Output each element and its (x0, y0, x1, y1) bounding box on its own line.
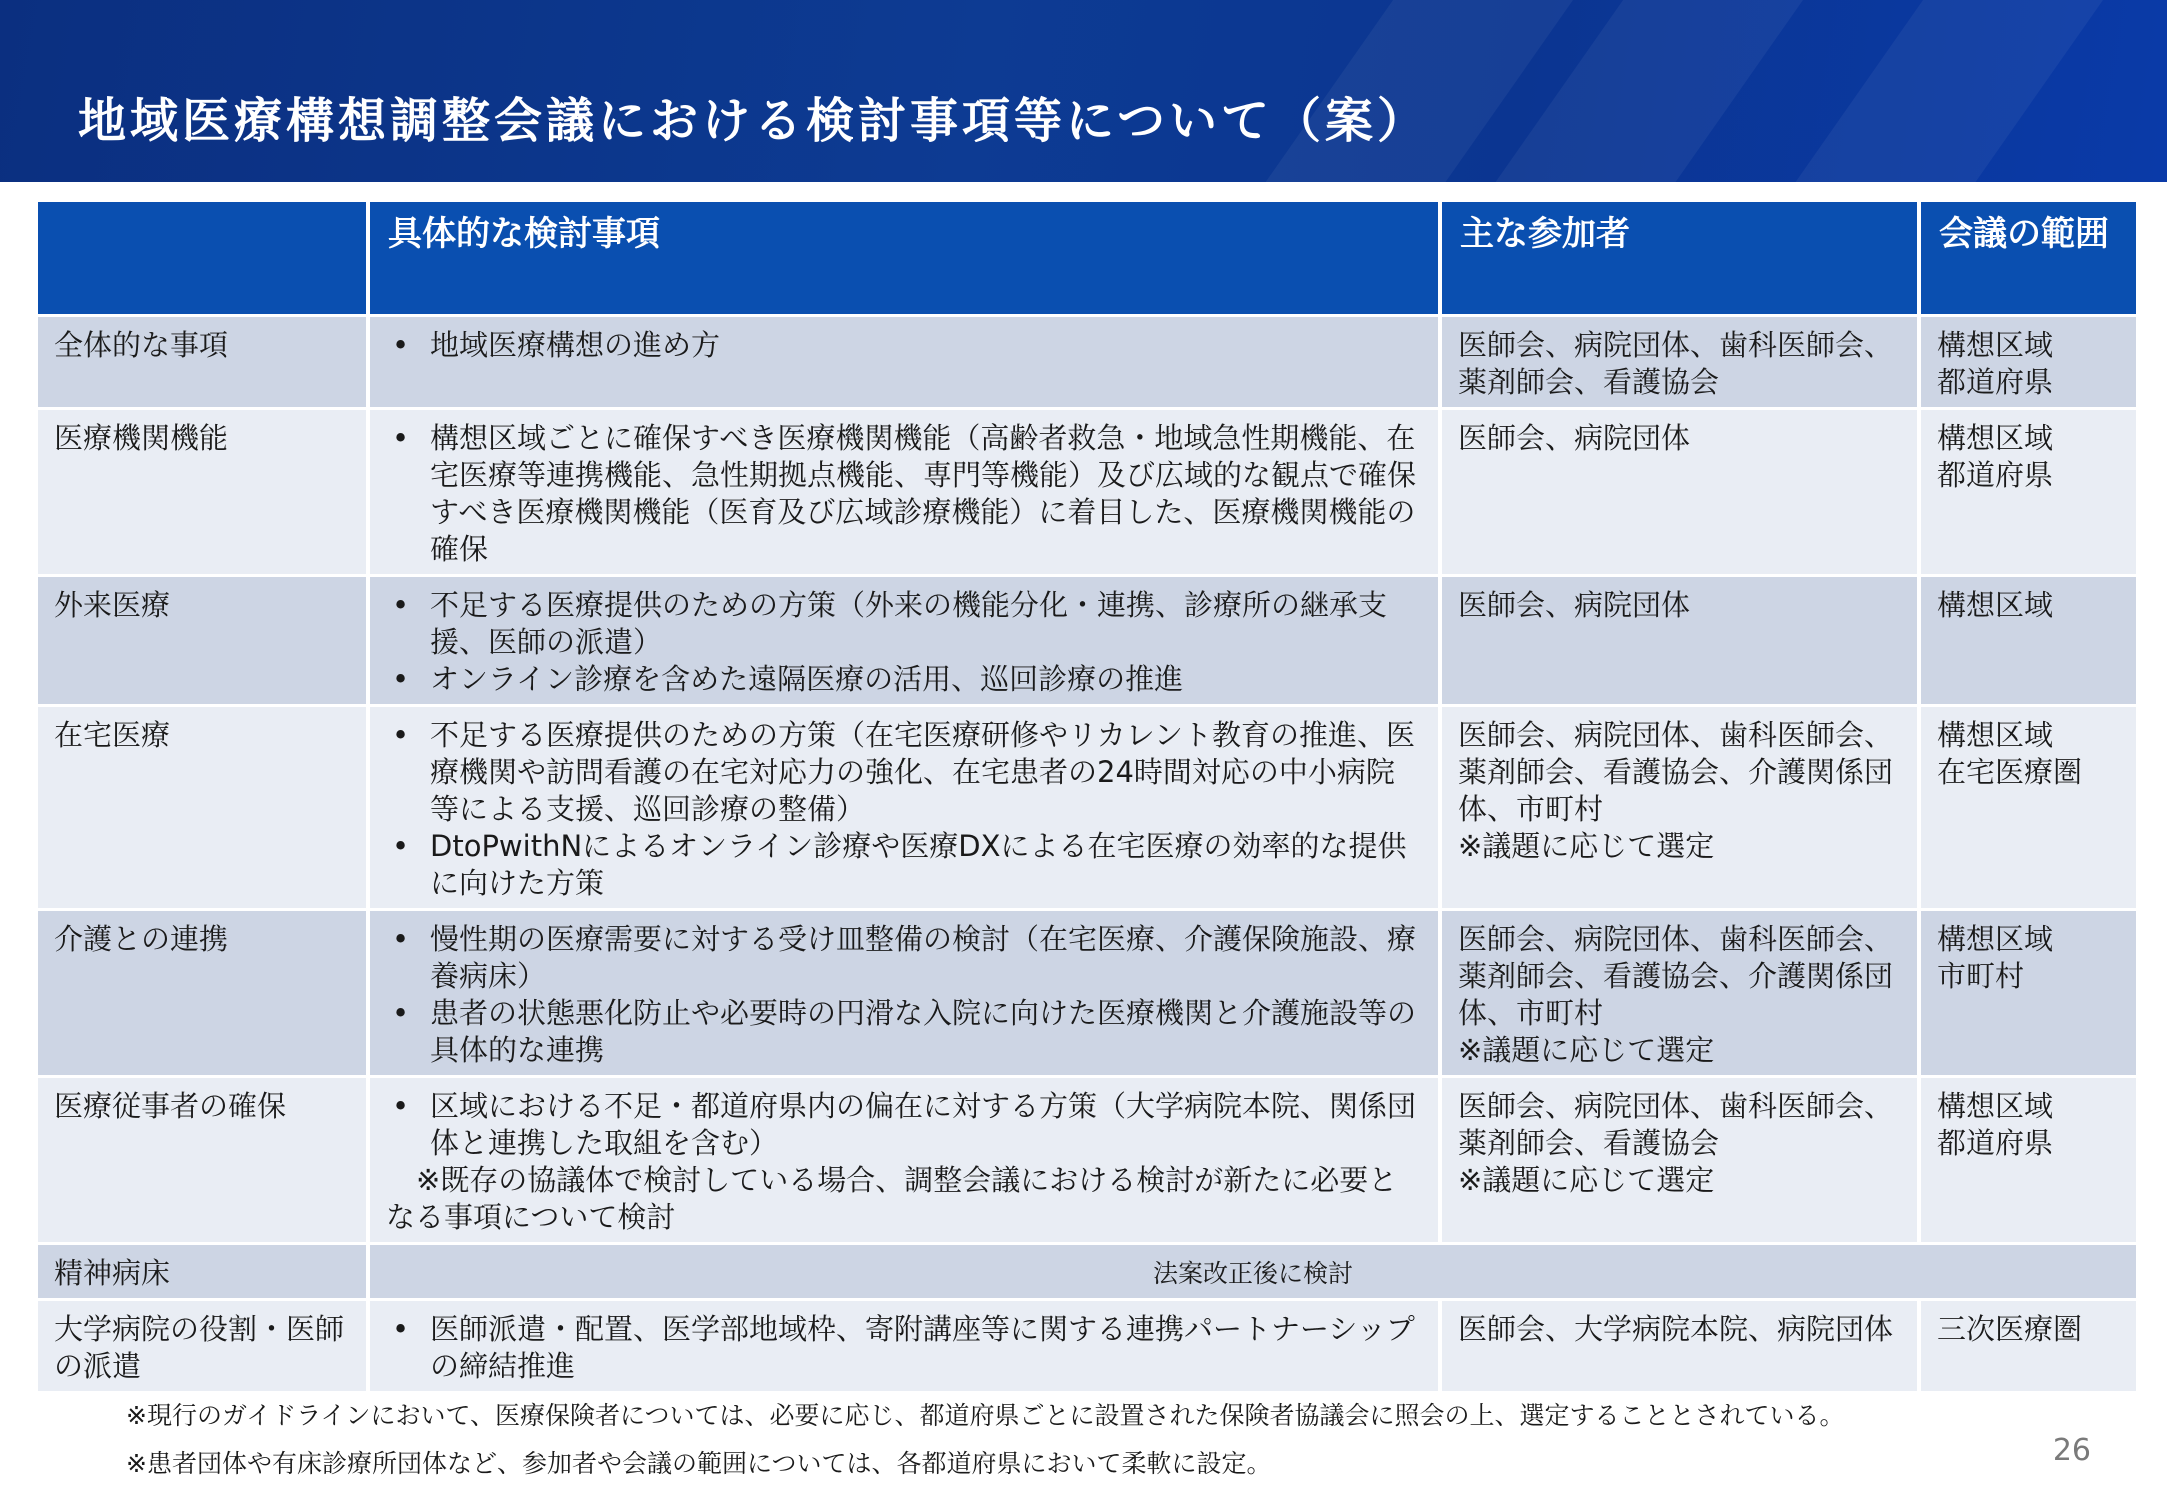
scope-line: 構想区域 (1937, 718, 2054, 752)
list-item: • オンライン診療を含めた遠隔医療の活用、巡回診療の推進 (386, 661, 1422, 698)
row-category: 全体的な事項 (38, 317, 366, 407)
row-participants (1442, 410, 1917, 574)
participants-line: 医師会、病院団体 (1458, 588, 1691, 622)
participants-line: 医師会、病院団体、歯科医師会、 (1458, 718, 1894, 752)
participants-line: 医師会、病院団体、歯科医師会、 (1458, 1089, 1894, 1123)
row-participants (1442, 1301, 1917, 1391)
scope-line: 市町村 (1937, 959, 2025, 993)
scope-line: 三次医療圏 (1937, 1312, 2083, 1346)
participants-line: ※議題に応じて選定 (1458, 1033, 1715, 1067)
table-row (38, 911, 2136, 1075)
row-category: 大学病院の役割・医師の派遣 (38, 1301, 366, 1391)
row-scope (1921, 317, 2136, 407)
header-category (38, 202, 366, 314)
merged-note: 法案改正後に検討 (370, 1245, 2136, 1298)
row-items (370, 410, 1438, 574)
row-note: ※既存の協議体で検討している場合、調整会議における検討が新たに必要となる事項について検討 (386, 1163, 1398, 1234)
list-item: • 構想区域ごとに確保すべき医療機関機能（高齢者救急・地域急性期機能、在宅医療等連携機能、急性期拠点機能、専門等機能）及び広域的な観点で確保すべき医療機関機能（医育及び広域診療機能）に着目した、医療機関機能の確保 (386, 420, 1422, 568)
agenda-table (34, 199, 2140, 1394)
row-participants (1442, 577, 1917, 704)
banner-stripe (1769, 0, 2131, 182)
list-item: • 患者の状態悪化防止や必要時の円滑な入院に向けた医療機関と介護施設等の具体的な連携 (386, 995, 1422, 1069)
list-item: • 不足する医療提供のための方策（在宅医療研修やリカレント教育の推進、医療機関や訪問看護の在宅対応力の強化、在宅患者の24時間対応の中小病院等による支援、巡回診療の整備） (386, 717, 1422, 828)
scope-line: 構想区域 (1937, 421, 2054, 455)
list-item: • DtoPwithNによるオンライン診療や医療DXによる在宅医療の効率的な提供に向けた方策 (386, 828, 1422, 902)
table-header-row (38, 202, 2136, 314)
row-scope (1921, 1301, 2136, 1391)
row-category: 在宅医療 (38, 707, 366, 908)
row-items (370, 1078, 1438, 1242)
table-row (38, 707, 2136, 908)
scope-line: 構想区域 (1937, 1089, 2054, 1123)
scope-line: 都道府県 (1937, 1126, 2054, 1160)
participants-line: 薬剤師会、看護協会 (1458, 1126, 1720, 1160)
participants-line: 医師会、大学病院本院、病院団体 (1458, 1312, 1894, 1346)
title-banner (0, 0, 2167, 182)
list-item: • 区域における不足・都道府県内の偏在に対する方策（大学病院本院、関係団体と連携した取組を含む） (386, 1088, 1422, 1162)
participants-line: 体、市町村 (1458, 792, 1604, 826)
row-category: 介護との連携 (38, 911, 366, 1075)
participants-line: 薬剤師会、看護協会、介護関係団 (1458, 959, 1894, 993)
row-items (370, 911, 1438, 1075)
participants-line: 医師会、病院団体、歯科医師会、 (1458, 922, 1894, 956)
row-scope (1921, 707, 2136, 908)
list-item: • 慢性期の医療需要に対する受け皿整備の検討（在宅医療、介護保険施設、療養病床） (386, 921, 1422, 995)
scope-line: 都道府県 (1937, 365, 2054, 399)
participants-line: ※議題に応じて選定 (1458, 829, 1715, 863)
row-items (370, 577, 1438, 704)
participants-line: 薬剤師会、看護協会 (1458, 365, 1720, 399)
header-participants: 主な参加者 (1442, 202, 1917, 314)
row-scope (1921, 577, 2136, 704)
participants-line: 医師会、病院団体 (1458, 421, 1691, 455)
table-row (38, 1245, 2136, 1298)
list-item: • 地域医療構想の進め方 (386, 327, 1422, 364)
row-scope (1921, 911, 2136, 1075)
row-participants (1442, 1078, 1917, 1242)
page-title: 地域医療構想調整会議における検討事項等について（案） (78, 93, 1430, 149)
row-category: 精神病床 (38, 1245, 366, 1298)
participants-line: ※議題に応じて選定 (1458, 1163, 1715, 1197)
participants-line: 薬剤師会、看護協会、介護関係団 (1458, 755, 1894, 789)
list-item: • 不足する医療提供のための方策（外来の機能分化・連携、診療所の継承支援、医師の派遣） (386, 587, 1422, 661)
row-category: 医療機関機能 (38, 410, 366, 574)
scope-line: 構想区域 (1937, 328, 2054, 362)
row-items (370, 707, 1438, 908)
scope-line: 在宅医療圏 (1937, 755, 2083, 789)
row-category: 医療従事者の確保 (38, 1078, 366, 1242)
row-scope (1921, 410, 2136, 574)
table-row (38, 1301, 2136, 1391)
row-participants (1442, 911, 1917, 1075)
list-item: • 医師派遣・配置、医学部地域枠、寄附講座等に関する連携パートナーシップの締結推進 (386, 1311, 1422, 1385)
table-row (38, 317, 2136, 407)
header-items: 具体的な検討事項 (370, 202, 1438, 314)
participants-line: 体、市町村 (1458, 996, 1604, 1030)
row-participants (1442, 707, 1917, 908)
scope-line: 構想区域 (1937, 922, 2054, 956)
page-number: 26 (2052, 1433, 2091, 1468)
scope-line: 都道府県 (1937, 458, 2054, 492)
table-row (38, 410, 2136, 574)
footnote: ※現行のガイドラインにおいて、医療保険者については、必要に応じ、都道府県ごとに設置された保険者協議会に照会の上、選定することとされている。 (126, 1401, 1845, 1430)
row-items (370, 1301, 1438, 1391)
header-scope: 会議の範囲 (1921, 202, 2136, 314)
row-category: 外来医療 (38, 577, 366, 704)
participants-line: 医師会、病院団体、歯科医師会、 (1458, 328, 1894, 362)
row-participants (1442, 317, 1917, 407)
row-items (370, 317, 1438, 407)
table-row (38, 577, 2136, 704)
scope-line: 構想区域 (1937, 588, 2054, 622)
footnote: ※患者団体や有床診療所団体など、参加者や会議の範囲については、各都道府県において柔軟に設定。 (126, 1449, 1272, 1478)
row-scope (1921, 1078, 2136, 1242)
table-row (38, 1078, 2136, 1242)
